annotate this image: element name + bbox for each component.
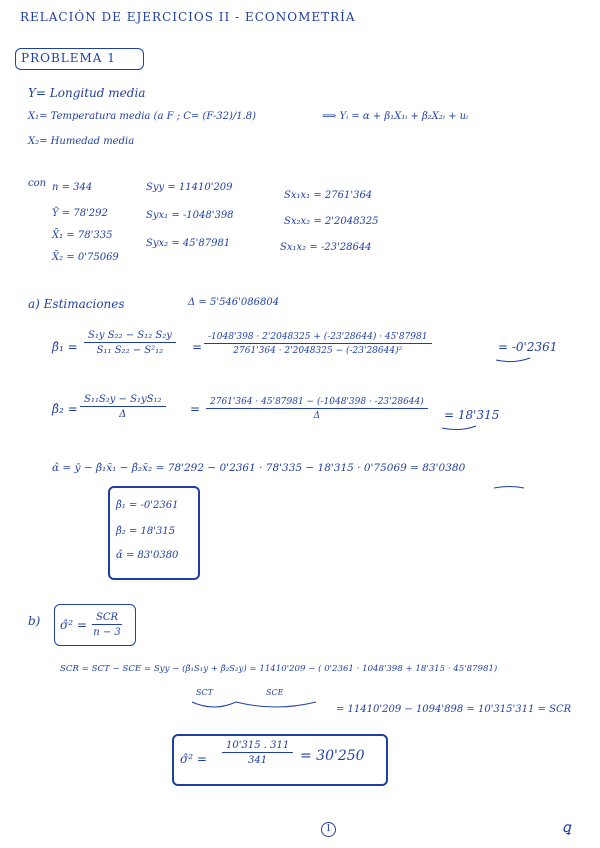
delta-value: Δ = 5'546'086804 xyxy=(188,297,280,308)
sce-label: SCE xyxy=(266,688,284,697)
data-x2bar: X̄₂ = 0'75069 xyxy=(52,252,119,263)
beta2-values-numerator: 2761'364 · 45'87981 − (-1048'398 · -23'28644) xyxy=(206,397,428,409)
beta2-eq: = xyxy=(190,402,201,416)
section-b-label: b) xyxy=(28,614,41,628)
sigma-numerator: SCR xyxy=(92,612,122,625)
data-sx2x2: Sx₂x₂ = 2'2048325 xyxy=(284,216,379,227)
data-sx1x2: Sx₁x₂ = -23'28644 xyxy=(280,242,372,253)
data-syx2: Syx₂ = 45'87981 xyxy=(146,238,231,249)
beta2-underline xyxy=(442,426,476,430)
page-title: RELACIÓN DE EJERCICIOS II - ECONOMETRÍA xyxy=(20,10,356,24)
section-a-label: a) Estimaciones xyxy=(28,297,125,311)
corner-mark: ꝗ xyxy=(562,820,571,836)
beta2-values-denominator: Δ xyxy=(313,411,321,421)
box-beta1: β̂₁ = -0'2361 xyxy=(116,500,179,511)
beta2-formula-numerator: S₁₁S₂y − S₁yS₁₂ xyxy=(80,394,166,407)
sigma-denominator: n − 3 xyxy=(93,627,121,638)
data-n: n = 344 xyxy=(52,182,93,193)
box-beta2: β̂₂ = 18'315 xyxy=(116,526,176,537)
sigma-lhs: σ̂² = xyxy=(60,618,87,632)
alpha-underline xyxy=(494,487,524,489)
data-syx1: Syx₁ = -1048'398 xyxy=(146,210,234,221)
definition-x2: X₂= Humedad media xyxy=(28,136,135,147)
scr-line1: SCR = SCT − SCE = Syy − (β̂₁S₁y + β̂₂S₂y) = 11410'209 − ( 0'2361 · 1048'398 + 18'315 · 45'87981) xyxy=(60,664,498,674)
alpha-line: α̂ = ȳ − β̂₁x̄₁ − β̂₂x̄₂ = 78'292 − 0'2361 · 78'335 − 18'315 · 0'75069 = 83'0380 xyxy=(52,462,466,474)
problem-label: PROBLEMA 1 xyxy=(21,51,116,65)
data-sx1x1: Sx₁x₁ = 2761'364 xyxy=(284,190,373,201)
box-alpha: α̂ = 83'0380 xyxy=(116,550,179,561)
sct-label: SCT xyxy=(196,688,213,697)
beta1-lhs: β̂₁ = xyxy=(52,340,78,354)
beta1-values-numerator: -1048'398 · 2'2048325 + (-23'28644) · 45'87981 xyxy=(204,332,432,344)
beta1-result: = -0'2361 xyxy=(498,340,558,354)
final-lhs: σ̂² = xyxy=(180,752,207,766)
final-numerator: 10'315 . 311 xyxy=(222,740,293,753)
page-number: 1 xyxy=(321,822,336,837)
beta1-formula-numerator: S₁y S₂₂ − S₁₂ S₂y xyxy=(84,330,176,343)
beta2-result: = 18'315 xyxy=(444,408,500,422)
sct-brace xyxy=(192,702,236,707)
beta2-lhs: β̂₂ = xyxy=(52,402,78,416)
scr-line2: = 11410'209 − 1094'898 = 10'315'311 = SCR xyxy=(336,704,572,715)
data-ybar: Ȳ = 78'292 xyxy=(52,208,108,219)
beta2-formula-denominator: Δ xyxy=(119,409,127,420)
sce-brace xyxy=(236,702,316,707)
data-x1bar: X̄₁ = 78'335 xyxy=(52,230,113,241)
data-syy: Syy = 11410'209 xyxy=(146,182,233,193)
final-denominator: 341 xyxy=(248,755,268,766)
data-con: con xyxy=(28,178,47,189)
final-result: = 30'250 xyxy=(300,748,365,764)
beta1-underline xyxy=(496,358,530,362)
definition-x1: X₁= Temperatura media (a F ; C= (F-32)/1.8) xyxy=(28,111,257,122)
model-equation: ⟹ Yᵢ = α + β₁X₁ᵢ + β₂X₂ᵢ + uᵢ xyxy=(322,111,469,122)
beta1-eq: = xyxy=(192,340,203,354)
definition-y: Y= Longitud media xyxy=(28,86,146,100)
beta1-formula-denominator: S₁₁ S₂₂ − S²₁₂ xyxy=(96,345,164,356)
beta1-values-denominator: 2761'364 · 2'2048325 − (-23'28644)² xyxy=(233,346,403,356)
